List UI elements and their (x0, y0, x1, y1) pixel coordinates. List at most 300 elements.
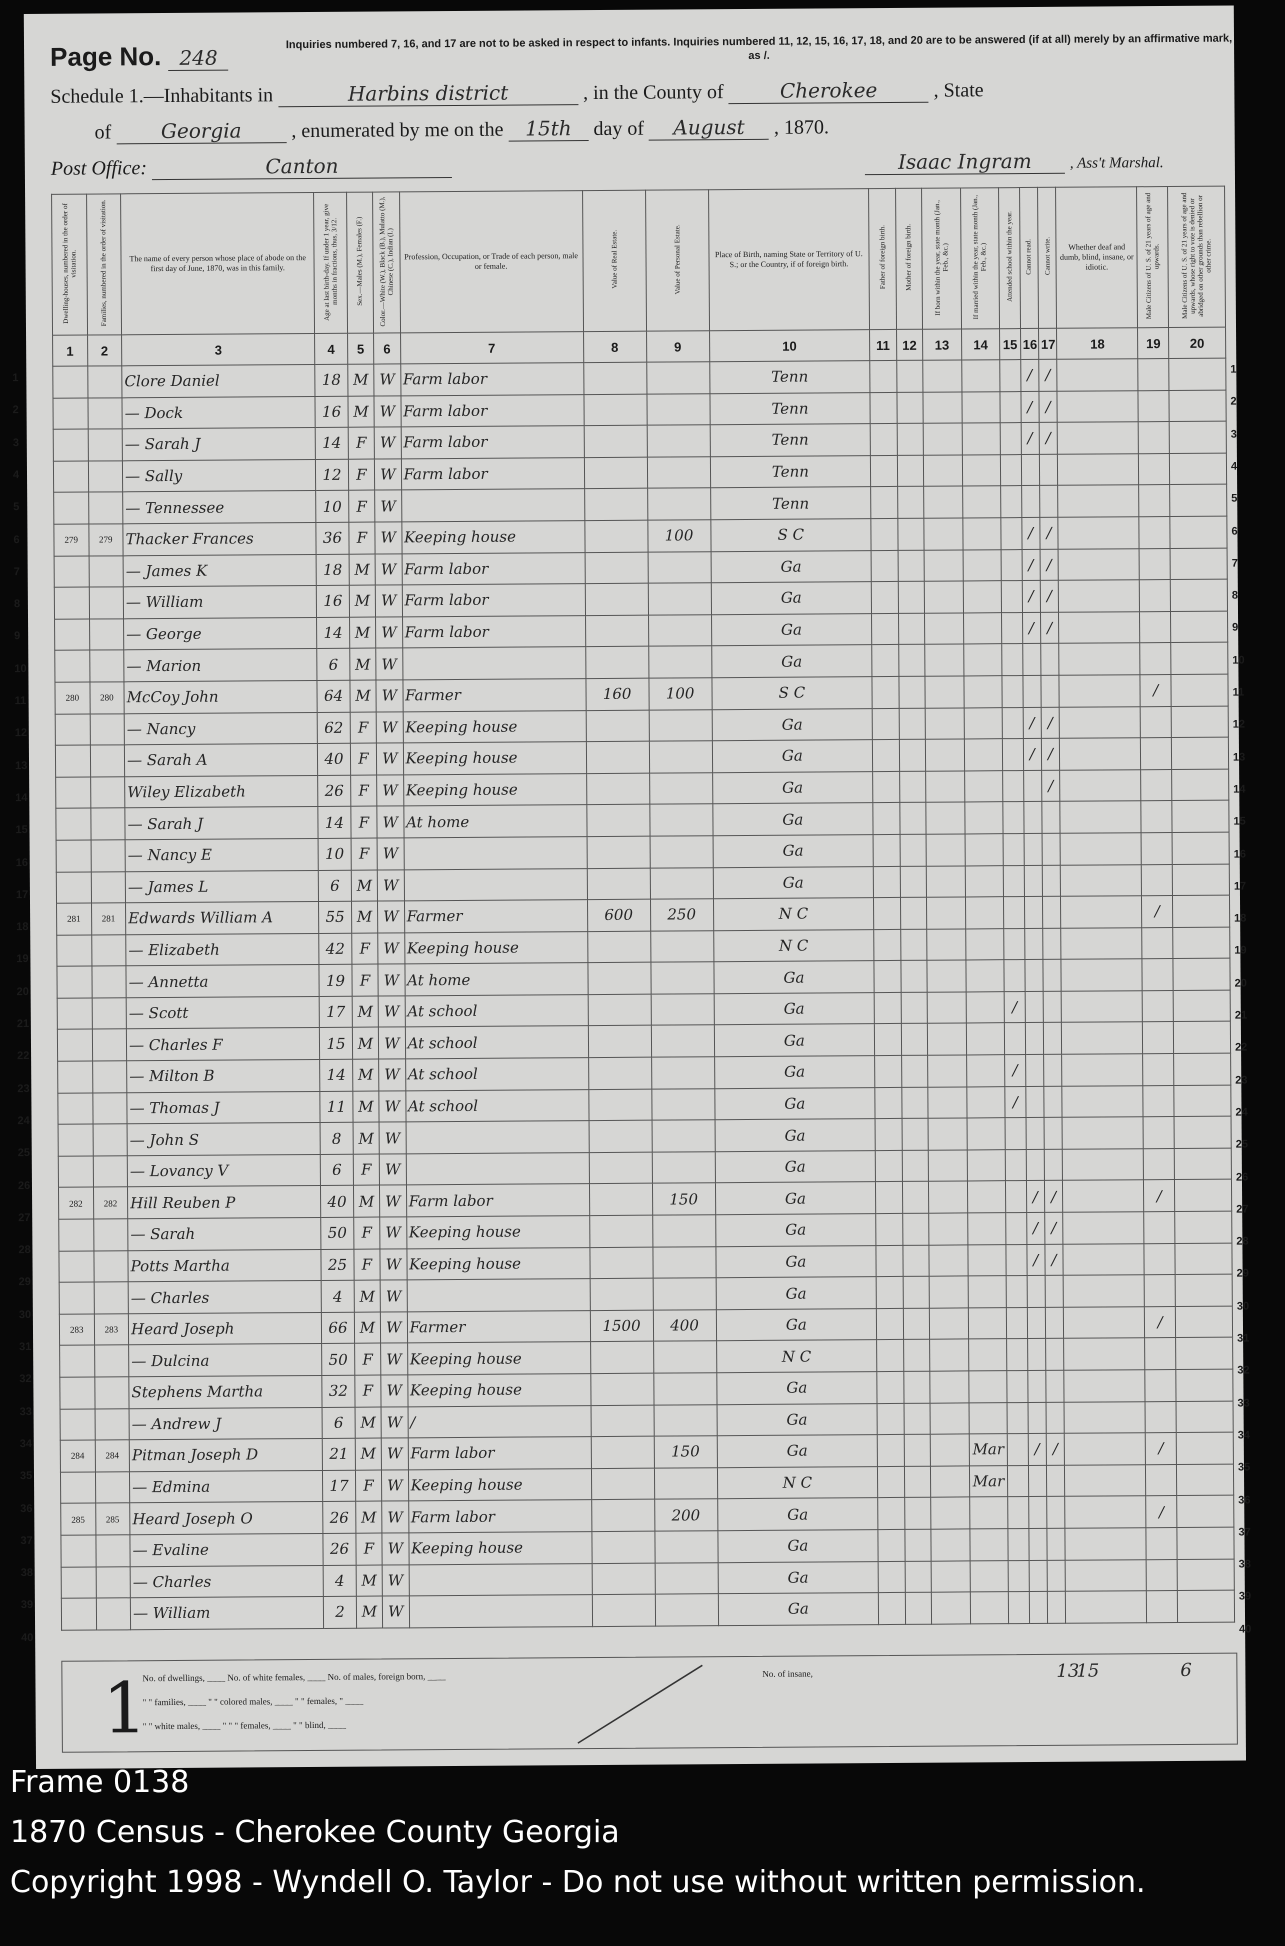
attended-school (1002, 644, 1023, 676)
personal-estate-value: 200 (654, 1499, 717, 1531)
father-foreign (876, 1245, 903, 1277)
attended-school: / (1005, 1055, 1026, 1087)
birthplace: Ga (717, 1498, 878, 1531)
cannot-read: / (1021, 517, 1040, 549)
person-name: Heard Joseph (128, 1312, 321, 1345)
marshal-line (865, 148, 1164, 175)
father-foreign (873, 834, 900, 866)
line-number-left: 1 (12, 372, 19, 385)
deaf-blind-insane (1061, 991, 1143, 1023)
cannot-write: / (1039, 422, 1058, 454)
real-estate-value (583, 362, 646, 394)
color: W (378, 996, 405, 1028)
attended-school (1003, 770, 1024, 802)
line-number-right: 34 (1237, 1429, 1251, 1442)
real-estate-value (591, 1468, 654, 1500)
line-number-right: 36 (1238, 1493, 1251, 1507)
age: 64 (317, 680, 350, 712)
person-name: Edwards William A (126, 902, 319, 935)
line-number-right: 27 (1236, 1203, 1249, 1216)
person-name: Heard Joseph O (130, 1502, 323, 1535)
married-within-year (965, 834, 1004, 866)
birthplace: Tenn (709, 361, 870, 394)
father-foreign (874, 897, 901, 929)
cannot-read (1025, 1054, 1044, 1086)
attended-school (1007, 1402, 1028, 1434)
color: W (381, 1343, 408, 1375)
line-number-left: 38 (20, 1567, 33, 1580)
attended-school (1005, 1023, 1026, 1055)
schedule-line (50, 77, 983, 109)
column-number: 20 (1168, 327, 1225, 358)
cannot-read (1025, 960, 1044, 992)
sex: M (347, 364, 374, 396)
mother-foreign (902, 1182, 929, 1214)
male-citizen (1146, 1464, 1177, 1496)
attended-school (1005, 1118, 1026, 1150)
occupation: Keeping house (408, 1468, 591, 1501)
sex: M (350, 680, 377, 712)
father-foreign (877, 1371, 904, 1403)
sex: M (356, 1565, 383, 1597)
occupation: Farm labor (402, 615, 585, 648)
color: W (380, 1217, 407, 1249)
occupation: Keeping house (404, 931, 587, 964)
summary-mark: 1 (102, 1667, 148, 1750)
real-estate-value: 1500 (590, 1310, 653, 1342)
real-estate-value (588, 1057, 651, 1089)
dwelling-number (55, 714, 90, 746)
deaf-blind-insane (1061, 896, 1143, 928)
vote-denied (1177, 1559, 1234, 1591)
age: 17 (319, 996, 352, 1028)
male-citizen (1141, 769, 1172, 801)
father-foreign (873, 771, 900, 803)
attended-school (1006, 1244, 1027, 1276)
line-number-right: 13 (1232, 751, 1246, 764)
birthplace: Ga (715, 1245, 876, 1278)
line-number-left: 22 (17, 1050, 30, 1063)
age: 32 (322, 1375, 355, 1407)
born-within-year (926, 771, 965, 803)
color: W (377, 806, 404, 838)
male-citizen (1143, 1022, 1174, 1054)
age: 14 (315, 427, 348, 459)
family-number (96, 1598, 131, 1630)
person-name: — Thomas J (127, 1091, 320, 1124)
attended-school (1001, 486, 1022, 518)
dwelling-number (58, 1061, 93, 1093)
cannot-write (1041, 675, 1060, 707)
father-foreign (870, 392, 897, 424)
age: 40 (318, 743, 351, 775)
married-within-year (970, 1592, 1009, 1624)
age: 55 (319, 901, 352, 933)
occupation: At school (405, 1026, 588, 1059)
male-citizen (1145, 1369, 1176, 1401)
column-number: 6 (374, 333, 401, 364)
post-office-line (51, 153, 452, 181)
enumeration-year: , 1870. (773, 116, 830, 139)
vote-denied (1175, 1274, 1232, 1306)
post-office-name: Canton (152, 153, 452, 180)
cannot-read (1026, 1149, 1045, 1181)
married-within-year (966, 992, 1005, 1024)
deaf-blind-insane (1065, 1496, 1147, 1528)
line-number-right: 16 (1233, 847, 1246, 861)
line-number-left: 21 (16, 1017, 30, 1031)
vote-denied (1173, 927, 1230, 959)
vote-denied (1175, 1243, 1232, 1275)
col-header-1: Dwelling-houses, numbered in the order of visitation. (52, 194, 88, 335)
person-name: — James K (123, 554, 316, 587)
married-within-year (965, 865, 1004, 897)
line-number-left: 14 (15, 791, 28, 804)
color: W (382, 1501, 409, 1533)
dwelling-number: 279 (54, 524, 89, 556)
family-number: 284 (95, 1440, 130, 1472)
page-number-heading (50, 41, 229, 73)
cannot-read (1024, 897, 1043, 929)
father-foreign (872, 645, 899, 677)
deaf-blind-insane (1060, 833, 1142, 865)
person-name: — Nancy E (125, 838, 318, 871)
real-estate-value (584, 520, 647, 552)
dwelling-number (59, 1282, 94, 1314)
schedule-label: Schedule 1.—Inhabitants in (50, 84, 274, 108)
born-within-year (926, 802, 965, 834)
caption-title: 1870 Census - Cherokee County Georgia (10, 1815, 620, 1850)
line-number-right: 17 (1233, 880, 1247, 893)
personal-estate-value: 150 (652, 1183, 715, 1215)
color: W (377, 838, 404, 870)
cannot-read (1025, 1086, 1044, 1118)
vote-denied (1169, 358, 1226, 390)
cannot-read (1027, 1276, 1046, 1308)
color: W (377, 743, 404, 775)
born-within-year (930, 1434, 969, 1466)
line-number-left: 31 (19, 1340, 32, 1354)
line-number-left: 13 (15, 759, 28, 772)
age: 26 (323, 1502, 356, 1534)
column-number: 18 (1057, 328, 1139, 360)
mother-foreign (897, 455, 924, 487)
sex: F (352, 964, 379, 996)
male-citizen: / (1146, 1496, 1177, 1528)
personal-estate-value (647, 425, 710, 457)
cannot-read (1023, 675, 1042, 707)
occupation (402, 647, 585, 680)
real-estate-value (592, 1563, 655, 1595)
personal-estate-value: 100 (647, 520, 710, 552)
deaf-blind-insane (1058, 485, 1140, 517)
born-within-year (929, 1308, 968, 1340)
occupation: Farm labor (406, 1184, 589, 1217)
personal-estate-value (646, 362, 709, 394)
mother-foreign (898, 645, 925, 677)
age: 4 (321, 1280, 354, 1312)
real-estate-value (585, 552, 648, 584)
attended-school (1002, 581, 1023, 613)
born-within-year (925, 644, 964, 676)
color: W (381, 1375, 408, 1407)
personal-estate-value (653, 1278, 716, 1310)
dwelling-number (60, 1345, 95, 1377)
cannot-write: / (1041, 770, 1060, 802)
mother-foreign (901, 1087, 928, 1119)
person-name: — Sarah A (124, 744, 317, 777)
born-within-year (923, 392, 962, 424)
vote-denied (1177, 1527, 1234, 1559)
married-within-year (965, 928, 1004, 960)
family-number (93, 1156, 128, 1188)
male-citizen (1143, 990, 1174, 1022)
person-name: — Lovancy V (127, 1154, 320, 1187)
column-number: 3 (122, 333, 315, 365)
line-number-right: 25 (1235, 1138, 1249, 1151)
cannot-write (1046, 1402, 1065, 1434)
attended-school (1008, 1560, 1029, 1592)
color: W (378, 901, 405, 933)
sex: F (350, 743, 377, 775)
mother-foreign (899, 803, 926, 835)
column-number: 5 (347, 333, 374, 364)
real-estate-value (590, 1373, 653, 1405)
cannot-write: / (1041, 707, 1060, 739)
attended-school (1002, 707, 1023, 739)
col-header-5: Sex.—Males (M.), Females (F.) (346, 192, 373, 333)
occupation: Farm labor (408, 1437, 591, 1470)
color: W (374, 395, 401, 427)
real-estate-value (587, 868, 650, 900)
day-of-label: day of (593, 117, 645, 141)
sex: M (348, 396, 375, 428)
born-within-year (924, 518, 963, 550)
birthplace: S C (712, 677, 873, 710)
deaf-blind-insane (1058, 517, 1140, 549)
mother-foreign (898, 550, 925, 582)
mother-foreign (902, 1118, 929, 1150)
father-foreign (876, 1182, 903, 1214)
summary-strike-line (62, 1654, 1237, 1752)
age: 26 (318, 775, 351, 807)
father-foreign (873, 740, 900, 772)
age: 12 (316, 459, 349, 491)
cannot-read (1028, 1402, 1047, 1434)
dwelling-number (60, 1377, 95, 1409)
male-citizen (1140, 611, 1171, 643)
sex: F (354, 1343, 381, 1375)
cannot-write (1042, 896, 1061, 928)
born-within-year (930, 1403, 969, 1435)
personal-estate-value (648, 583, 711, 615)
real-estate-value (591, 1405, 654, 1437)
occupation: Keeping house (406, 1216, 589, 1249)
born-within-year (923, 455, 962, 487)
birthplace: Ga (714, 1087, 875, 1120)
column-number: 4 (315, 333, 348, 364)
cannot-read: / (1026, 1212, 1045, 1244)
line-number-left: 6 (13, 533, 20, 546)
born-within-year (926, 834, 965, 866)
col-header-18: Whether deaf and dumb, blind, insane, or idiotic. (1056, 187, 1138, 329)
married-within-year (967, 1118, 1006, 1150)
married-within-year (962, 486, 1001, 518)
caption-copyright: Copyright 1998 - Wyndell O. Taylor - Do not use without written permission. (10, 1865, 1146, 1900)
cannot-read (1022, 644, 1041, 676)
color: W (377, 869, 404, 901)
family-number (89, 650, 124, 682)
line-number-right: 40 (1239, 1623, 1252, 1636)
person-name: — William (123, 586, 316, 619)
column-header-row (52, 186, 1226, 335)
attended-school (1007, 1339, 1028, 1371)
father-foreign (871, 582, 898, 614)
real-estate-value (587, 931, 650, 963)
color: W (379, 1122, 406, 1154)
line-number-left: 4 (12, 468, 20, 481)
line-number-left: 19 (16, 953, 29, 966)
occupation: At home (403, 805, 586, 838)
born-within-year (924, 550, 963, 582)
male-citizen (1144, 1243, 1175, 1275)
attended-school (1003, 802, 1024, 834)
birthplace: Ga (717, 1435, 878, 1468)
cannot-write (1045, 1339, 1064, 1371)
birthplace: N C (713, 929, 874, 962)
mother-foreign (902, 1213, 929, 1245)
attended-school (1007, 1307, 1028, 1339)
sex: M (354, 1280, 381, 1312)
male-citizen (1143, 1054, 1174, 1086)
color: W (380, 1280, 407, 1312)
column-number: 8 (583, 331, 646, 362)
born-within-year (925, 707, 964, 739)
color: W (382, 1533, 409, 1565)
married-within-year (968, 1244, 1007, 1276)
dwelling-number: 282 (58, 1187, 93, 1219)
male-citizen (1145, 1401, 1176, 1433)
vote-denied (1169, 453, 1226, 485)
age: 21 (322, 1438, 355, 1470)
father-foreign (873, 866, 900, 898)
mother-foreign (899, 739, 926, 771)
line-number-left: 37 (20, 1534, 33, 1547)
occupation (409, 1563, 592, 1596)
real-estate-value (591, 1436, 654, 1468)
occupation: Keeping house (403, 773, 586, 806)
father-foreign (874, 929, 901, 961)
cannot-write (1041, 644, 1060, 676)
sex: F (348, 427, 375, 459)
personal-estate-value (649, 741, 712, 773)
family-number (88, 429, 123, 461)
person-name: — Dock (122, 396, 315, 429)
occupation: Keeping house (407, 1342, 590, 1375)
real-estate-value (589, 1120, 652, 1152)
color: W (379, 1059, 406, 1091)
male-citizen (1140, 643, 1171, 675)
personal-estate-value (652, 1120, 715, 1152)
color: W (375, 490, 402, 522)
age: 19 (319, 965, 352, 997)
cannot-write: / (1044, 1181, 1063, 1213)
personal-estate-value (654, 1467, 717, 1499)
occupation (404, 836, 587, 869)
family-number (95, 1535, 130, 1567)
line-number-left: 30 (18, 1308, 32, 1321)
person-name: Hill Reuben P (128, 1186, 321, 1219)
sex: F (351, 838, 378, 870)
summary-line-2: " " families, ____ " " colored males, ____ " " females, " ____ (142, 1695, 364, 1708)
cannot-read (1027, 1370, 1046, 1402)
line-number-left: 16 (15, 856, 29, 869)
father-foreign (878, 1466, 905, 1498)
male-citizen (1143, 1117, 1174, 1149)
age: 10 (318, 838, 351, 870)
male-citizen: / (1146, 1433, 1177, 1465)
line-number-right: 24 (1235, 1106, 1248, 1119)
cannot-read (1024, 928, 1043, 960)
cannot-write: / (1039, 359, 1058, 391)
birthplace: Tenn (710, 424, 871, 457)
county-name: Cherokee (729, 78, 929, 104)
cannot-write: / (1046, 1433, 1065, 1465)
mother-foreign (904, 1529, 931, 1561)
mother-foreign (897, 518, 924, 550)
attended-school (1003, 739, 1024, 771)
personal-estate-value (647, 457, 710, 489)
attended-school (1004, 928, 1025, 960)
married-within-year (967, 1213, 1006, 1245)
attended-school (1006, 1149, 1027, 1181)
cannot-read (1026, 1118, 1045, 1150)
cannot-write: / (1045, 1244, 1064, 1276)
married-within-year (967, 1150, 1006, 1182)
real-estate-value (589, 1152, 652, 1184)
attended-school (1000, 360, 1021, 392)
born-within-year (924, 486, 963, 518)
born-within-year (927, 992, 966, 1024)
family-number (92, 1029, 127, 1061)
married-within-year: Mar (969, 1434, 1008, 1466)
birthplace: Ga (717, 1530, 878, 1563)
col-header-17: Cannot write. (1037, 187, 1056, 328)
married-within-year (966, 960, 1005, 992)
summary-line-3: " " white males, ____ " " " females, ____ " " blind, ____ (142, 1719, 346, 1732)
line-number-right: 33 (1237, 1397, 1250, 1410)
cannot-write (1046, 1465, 1065, 1497)
sex: M (355, 1501, 382, 1533)
column-number: 7 (400, 332, 583, 364)
cannot-write: / (1040, 612, 1059, 644)
attended-school (1009, 1592, 1030, 1624)
sex: M (349, 585, 376, 617)
age: 25 (321, 1249, 354, 1281)
col-header-4: Age at last birth-day. If under 1 year, give months in fractions, thus, 3/12. (314, 192, 347, 333)
vote-denied (1174, 1180, 1231, 1212)
sex: M (352, 1059, 379, 1091)
col-header-12: Mother of foreign birth. (895, 188, 922, 329)
real-estate-value (587, 962, 650, 994)
cannot-write (1042, 865, 1061, 897)
cannot-write: / (1045, 1212, 1064, 1244)
occupation: Keeping house (407, 1247, 590, 1280)
personal-estate-value (651, 1025, 714, 1057)
line-number-left: 27 (18, 1211, 31, 1224)
personal-estate-value (651, 994, 714, 1026)
personal-estate-value (652, 1215, 715, 1247)
